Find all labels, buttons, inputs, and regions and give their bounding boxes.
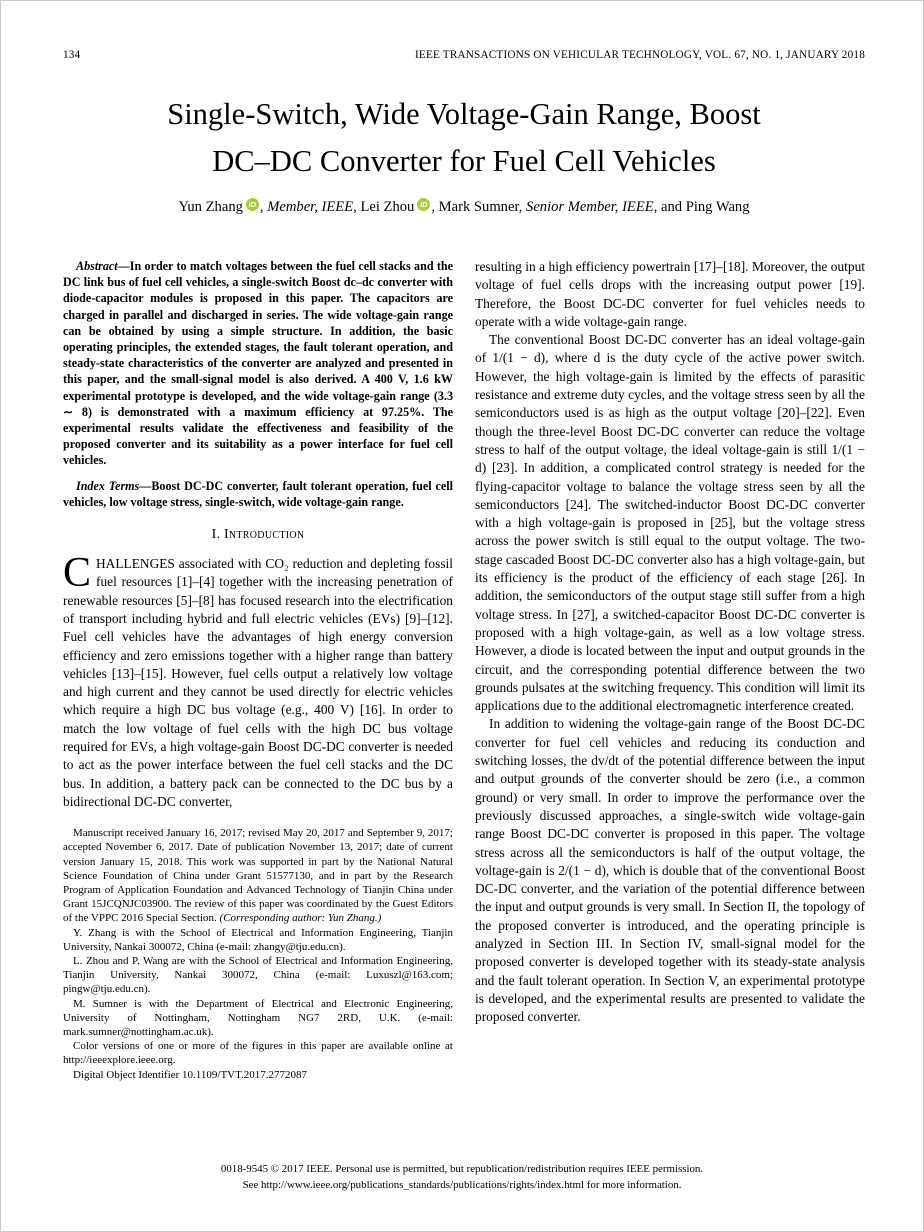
footnote-manuscript-text: Manuscript received January 16, 2017; revised May 20, 2017 and September 9, 2017; accepted November 6, 2017. Date of publication November 13, 2017; date of current version January 15, 2018. This work was supported in part by the National Natural Science Foundation of China under Grant 51577130, and in part by the Research Program of Application Foundation and Advanced Technology of Tianjin China under Grant 15JCQNJC03900. The review of this paper was coordinated by the Guest Editors of the VPPC 2016 Special Section. [63,827,453,925]
intro-text: associated with CO₂ reduction and depleting fossil fuel resources [1]–[4] together with the increasing penetration of renewable resources [5]–[8] has focused research into the electrification of transport including hybrid and full electric vehicles (EVs) [9]–[12]. Fuel cell vehicles have the advantages of high energy conversion efficiency and zero emissions together with a higher range than battery vehicles [13]–[15]. However, fuel cells output a relatively low voltage and high current and they cannot be used directly for electric vehicles which require a high DC bus voltage (e.g., 400 V) [16]. In order to match the low voltage of fuel cells with the high DC bus voltage required for EVs, a high voltage-gain Boost DC-DC converter is needed to act as the power interface between the fuel cell stacks and the DC bus. In addition, a battery pack can be connected to the DC bus by a bidirectional DC-DC converter, [63,556,453,809]
footnote-block [63,826,453,1082]
author-role-senior-member: Senior Member, IEEE [526,199,654,215]
page-number: 134 [63,49,81,61]
footnote-affiliation-sumner: M. Sumner is with the Department of Electrical and Electronic Engineering, University of Nottingham, Nottingham NG7 2RD, U.K. (e-mail: mark.sumner@nottingham.ac.uk). [63,997,453,1039]
footnote-affiliation-zhang: Y. Zhang is with the School of Electrical and Information Engineering, Tianjin University, Nankai 300072, China (e-mail: zhangy@tju.edu.cn). [63,926,453,953]
footnote-color-versions: Color versions of one or more of the figures in this paper are available online at http://ieeexplore.ieee.org. [63,1040,453,1067]
author-ping-wang: , and Ping Wang [653,199,750,215]
journal-title: IEEE TRANSACTIONS ON VEHICULAR TECHNOLOGY, VOL. 67, NO. 1, JANUARY 2018 [414,49,865,61]
footnote-affiliation-zhou-wang: L. Zhou and P. Wang are with the School of Electrical and Information Engineering, Tianjin University, Nankai 300072, China (e-mail: Luxuszl@163.com; pingw@tju.edu.cn). [63,955,453,996]
author-yun-zhang: Yun Zhang [178,199,243,215]
right-column [475,258,865,1082]
copyright-footer [1,1162,923,1193]
author-line [63,198,865,216]
footnote-manuscript [63,826,453,925]
abstract-label: Abstract— [76,259,130,273]
index-terms-label: Index Terms— [76,478,152,493]
footnote-doi: Digital Object Identifier 10.1109/TVT.2017.2772087 [73,1068,308,1081]
abstract-paragraph [63,258,453,469]
author-mark-sumner: , Mark Sumner, [431,199,527,215]
right-paragraph-2: The conventional Boost DC-DC converter has an ideal voltage-gain of 1/(1 − d), where d is the duty cycle of the active power switch. However, the high voltage-gain is limited by the effects of parasitic resistance and extreme duty cycles, and the voltage stress seen by all the semiconductors used is as high as the output voltage [20]–[22]. Even though the three-level Boost DC-DC converter can reduce the voltage stress to half of the output voltage, the ideal voltage-gain is still 1/(1 − d) [23]. In addition, a complicated control strategy is needed for the flying-capacitor voltage to balance the voltage stress seen by all the semiconductors [24]. The switched-inductor Boost DC-DC converter with a high voltage-gain is proposed in [25], but the voltage stress across the power switch is still equal to the output voltage. The two-stage cascaded Boost DC-DC converter also has a high voltage-gain, but its efficiency is the product of the efficiency of each stage [26]. In addition, the semiconductors of the output stage still suffer from a high voltage stress. In [27], a switched-capacitor Boost DC-DC converter is proposed with a high voltage-gain, as well as a low voltage stress. However, a diode is located between the input and output grounds in the circuit, and the corresponding potential difference between the two grounds pulsates at the switching frequency. This condition will limit its applications due to the additional electromagnetic interference created. [475,332,865,714]
abstract-text: In order to match voltages between the fuel cell stacks and the DC link bus of fuel cell vehicles, a single-switch Boost dc–dc converter with diode-capacitor modules is proposed in this paper. The capacitors are charged in parallel and discharged in series. The wide voltage-gain range can be obtained by using a simple structure. In addition, the basic operating principles, the extended stages, the fault tolerant operation, and steady-state characteristics of the converter are analyzed and presented in this paper, and the small-signal model is also derived. A 400 V, 1.6 kW experimental prototype is developed, and the wide voltage-gain range (3.3 ∼ 8) is demonstrated with a maximum efficiency at 97.25%. The experimental results validate the effectiveness and feasibility of the proposed converter and its suitability as a power interface for fuel cell vehicles. [63,259,453,468]
corresponding-author-note: (Corresponding author: Yun Zhang.) [219,912,382,925]
title-line-2: DC–DC Converter for Fuel Cell Vehicles [212,144,716,178]
author-role-member: Member, IEEE [267,199,354,215]
orcid-icon[interactable]: iD [417,198,430,211]
right-paragraph-1: resulting in a high efficiency powertrain [17]–[18]. Moreover, the output voltage of fuel cells drops with the increasing output power [19]. Therefore, the Boost DC-DC converter for fuel vehicles needs to operate with a wide voltage-gain range. [475,259,865,329]
left-column [63,258,453,1082]
paper-title [63,91,865,185]
title-line-1: Single-Switch, Wide Voltage-Gain Range, Boost [167,97,761,131]
section-heading-introduction: I. Introduction [211,526,305,542]
two-column-body [63,258,865,1082]
index-terms-text: Boost DC-DC converter, fault tolerant operation, fuel cell vehicles, low voltage stress, single-switch, wide voltage-gain range. [63,478,453,509]
author-lei-zhou: , Lei Zhou [353,199,415,215]
copyright-line-2: See http://www.ieee.org/publications_standards/publications/rights/index.html for more information. [242,1178,682,1191]
copyright-line-1: 0018-9545 © 2017 IEEE. Personal use is permitted, but republication/redistribution requires IEEE permission. [220,1163,704,1175]
author-separator: , [259,199,268,215]
running-header [63,49,865,61]
intro-lead-word: HALLENGES [96,556,175,572]
drop-cap: C [63,550,92,597]
orcid-icon[interactable]: iD [246,198,259,211]
right-paragraph-3: In addition to widening the voltage-gain range of the Boost DC-DC converter for fuel cell vehicles and reducing its conduction and switching losses, the dv/dt of the potential difference between the input and output grounds of the converter should be zero (i.e., a common ground) or very small. In order to improve the performance over the previously discussed approaches, a single-switch wide voltage-gain range Boost DC-DC converter is proposed in this paper. The voltage stress across all the semiconductors is half of the output voltage, the voltage-gain is 2/(1 − d), which is double that of the conventional Boost DC-DC converter, and the variation of the potential difference between the input and output grounds is very small. In Section II, the topology of the proposed converter is introduced, and the operating principle is analyzed in Section III. In Section IV, small-signal model for the proposed converter is developed together with its steady-state analysis and the fault tolerant operation. In Section V, an experimental prototype is developed, and the experimental results are presented to validate the proposed converter. [475,716,865,1025]
index-terms-paragraph [63,478,453,510]
intro-paragraph [63,550,453,811]
